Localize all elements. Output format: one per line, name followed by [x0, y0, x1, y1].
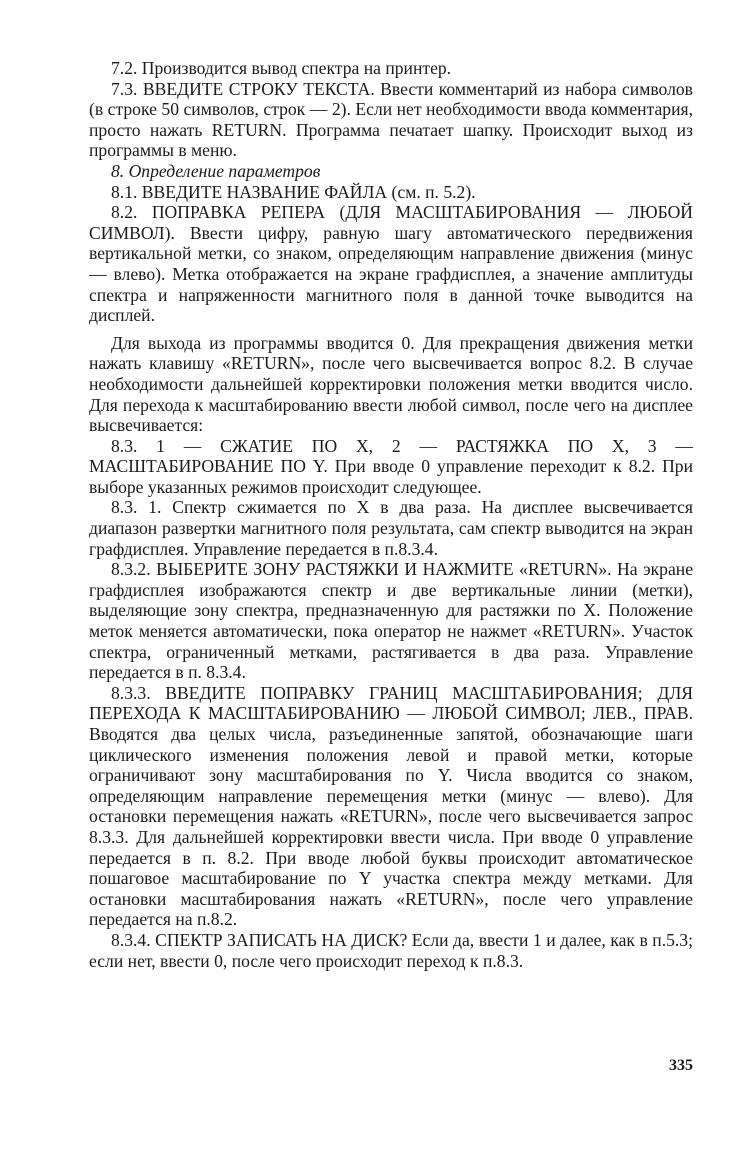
paragraph-7-2: 7.2. Производится вывод спектра на принтер. [111, 58, 452, 78]
paragraph-exit: Для выхода из программы вводится 0. Для прекращения движения метки нажать клавишу «RETURN», после чего высвечивается вопрос 8.2. В случае необходимости дальнейшей корректировки положения метки вводится число. Для перехода к масштабированию ввести любой символ, после чего на дисплее высвечивается: [89, 332, 693, 436]
paragraph-8-3: 8.3. 1 — СЖАТИЕ ПО X, 2 — РАСТЯЖКА ПО X, 3 — МАСШТАБИРОВАНИЕ ПО Y. При вводе 0 управление переходит к 8.2. При выборе указанных режимов происходит следующее. [89, 435, 693, 497]
paragraph-8-3-3: 8.3.3. ВВЕДИТЕ ПОПРАВКУ ГРАНИЦ МАСШТАБИРОВАНИЯ; ДЛЯ ПЕРЕХОДА К МАСШТАБИРОВАНИЮ — ЛЮБОЙ СИМВОЛ; ЛЕВ., ПРАВ. Вводятся два целых числа, разъединенные запятой, обозначающие шаги циклического изменения положения левой и правой метки, которые ограничивают зону масштабирования по Y. Числа вводится со знаком, определяющим направление перемещения метки (минус — влево). Для остановки перемещения нажать «RETURN», после чего высвечивается запрос 8.3.3. Для дальнейшей корректировки ввести числа. При вводе 0 управление передается в п. 8.2. При вводе любой буквы происходит автоматическое пошаговое масштабирование по Y участка спектра между метками. Для остановки масштабирования нажать «RETURN», после чего управление передается на п.8.2. [89, 682, 693, 930]
paragraph-8-3-2: 8.3.2. ВЫБЕРИТЕ ЗОНУ РАСТЯЖКИ И НАЖМИТЕ «RETURN». На экране графдисплея изображаются спектр и две вертикальные линии (метки), выделяющие зону спектра, предназначенную для растяжки по X. Положение меток меняется автоматически, пока оператор не нажмет «RETURN». Участок спектра, ограниченный метками, растягивается в два раза. Управление передается в п. 8.3.4. [89, 559, 693, 683]
paragraph-8-3-4: 8.3.4. СПЕКТР ЗАПИСАТЬ НА ДИСК? Если да, ввести 1 и далее, как в п.5.3; если нет, ввести 0, после чего происходит переход к п.8.3. [89, 929, 693, 971]
paragraph-8-1: 8.1. ВВЕДИТЕ НАЗВАНИЕ ФАЙЛА (см. п. 5.2). [111, 181, 476, 202]
paragraph-8-2: 8.2. ПОПРАВКА РЕПЕРА (ДЛЯ МАСШТАБИРОВАНИЯ — ЛЮБОЙ СИМВОЛ). Ввести цифру, равную шагу автоматического передвижения вертикальной метки, со знаком, определяющим направление движения (минус — влево). Метка отображается на экране графдисплея, а значение амплитуды спектра и напряженности магнитного поля в данной точке выводится на дисплей. [89, 202, 693, 326]
page-body [89, 58, 693, 971]
paragraph-7-3: 7.3. ВВЕДИТЕ СТРОКУ ТЕКСТА. Ввести комментарий из набора символов (в строке 50 символов, строк — 2). Если нет необходимости ввода комментария, просто нажать RETURN. Программа печатает шапку. Происходит выход из программы в меню. [89, 78, 693, 161]
section-heading-8: 8. Определение параметров [111, 160, 321, 181]
paragraph-8-3-1: 8.3. 1. Спектр сжимается по X в два раза. На дисплее высвечивается диапазон развертки магнитного поля результата, сам спектр выводится на экран графдисплея. Управление передается в п.8.3.4. [89, 497, 693, 559]
page-number: 335 [669, 1057, 693, 1074]
